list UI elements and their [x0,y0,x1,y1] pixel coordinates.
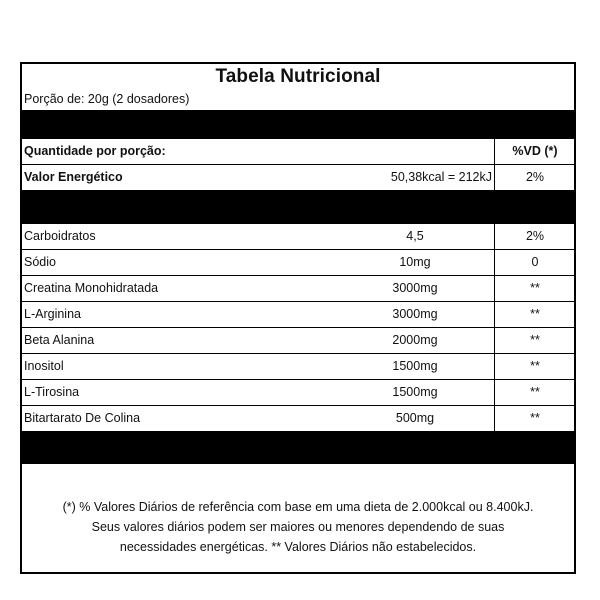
nutrient-name: Beta Alanina [24,333,95,347]
table-row [22,302,574,328]
header-row [22,139,574,165]
nutrient-amount: 1500mg [392,359,438,373]
table-title: Tabela Nutricional [215,66,381,87]
nutrient-name: L-Tirosina [24,385,80,399]
energy-name: Valor Energético [24,170,123,184]
table-row [22,250,574,276]
quantity-header: Quantidade por porção: [24,144,166,158]
energy-row [22,165,574,191]
nutrient-name: Creatina Monohidratada [24,281,159,295]
nutrient-vd: ** [530,385,540,399]
nutrient-amount: 3000mg [392,307,438,321]
footnote-line: necessidades energéticas. ** Valores Diários não estabelecidos. [119,540,477,554]
footnote [22,497,574,557]
energy-vd: 2% [525,170,545,184]
nutrient-amount: 2000mg [392,333,438,347]
black-bar-middle [22,191,574,224]
vd-header: %VD (*) [512,144,558,158]
nutrient-vd: ** [530,359,540,373]
black-bar-top [22,110,574,139]
nutrient-vd: ** [530,307,540,321]
table-row [22,224,574,250]
nutrient-vd: ** [530,281,540,295]
nutrient-name: Carboidratos [24,229,96,243]
table-row [22,328,574,354]
nutrient-vd: ** [530,411,540,425]
table-row [22,354,574,380]
nutrient-vd: ** [530,333,540,347]
table-row [22,380,574,406]
energy-amount: 50,38kcal = 212kJ [390,170,492,184]
nutrient-amount: 3000mg [392,281,438,295]
nutrient-amount: 10mg [399,255,431,269]
nutrient-vd: 2% [525,229,545,243]
footnote-line: (*) % Valores Diários de referência com base em uma dieta de 2.000kcal ou 8.400kJ. [62,500,534,514]
nutrient-name: Bitartarato De Colina [24,411,141,425]
footnote-line: Seus valores diários podem ser maiores ou menores dependendo de suas [91,520,505,534]
nutrient-name: Inositol [24,359,64,373]
portion-size: Porção de: 20g (2 dosadores) [24,92,190,106]
nutrient-amount: 4,5 [406,229,424,243]
nutrient-name: L-Arginina [24,307,81,321]
table-row [22,406,574,432]
nutrient-name: Sódio [24,255,56,269]
nutrition-table [20,62,576,574]
table-row [22,276,574,302]
black-bar-bottom [22,432,574,464]
nutrient-vd: 0 [531,255,539,269]
nutrient-amount: 500mg [395,411,435,425]
nutrient-amount: 1500mg [392,385,438,399]
